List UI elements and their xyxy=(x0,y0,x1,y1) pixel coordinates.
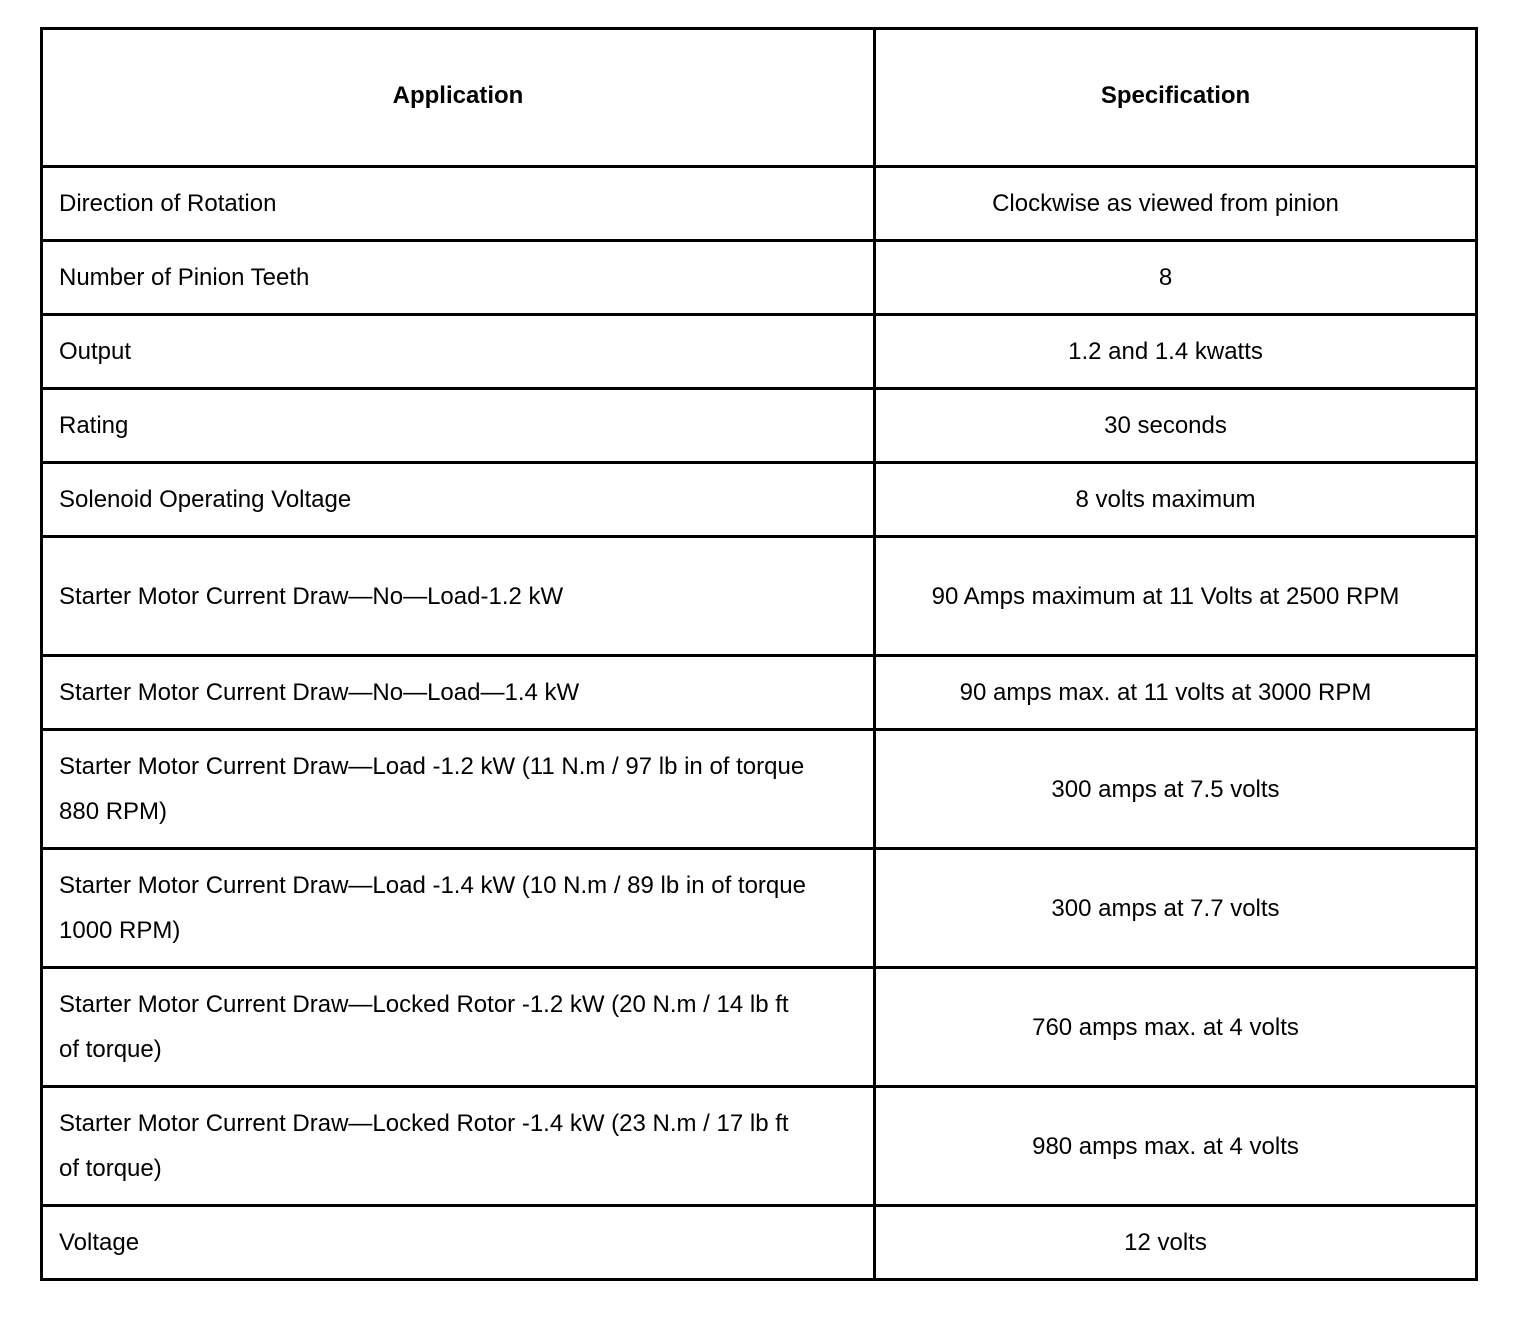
table-row xyxy=(42,537,1477,656)
specification-cell: 300 amps at 7.7 volts xyxy=(875,849,1477,968)
application-cell: Solenoid Operating Voltage xyxy=(42,463,875,537)
specification-cell: 8 volts maximum xyxy=(875,463,1477,537)
table-row xyxy=(42,968,1477,1087)
application-cell: Number of Pinion Teeth xyxy=(42,241,875,315)
table-row xyxy=(42,1087,1477,1206)
application-cell: Starter Motor Current Draw—Load -1.4 kW (10 N.m / 89 lb in of torque 1000 RPM) xyxy=(42,849,875,968)
application-cell: Starter Motor Current Draw—No—Load-1.2 kW xyxy=(42,537,875,656)
specification-cell: 300 amps at 7.5 volts xyxy=(875,730,1477,849)
application-cell: Voltage xyxy=(42,1206,875,1280)
specification-cell: 90 Amps maximum at 11 Volts at 2500 RPM xyxy=(875,537,1477,656)
application-cell: Starter Motor Current Draw—Locked Rotor -1.4 kW (23 N.m / 17 lb ft of torque) xyxy=(42,1087,875,1206)
specification-table xyxy=(40,27,1478,1281)
table-row xyxy=(42,656,1477,730)
table-row xyxy=(42,241,1477,315)
specification-cell: 12 volts xyxy=(875,1206,1477,1280)
application-cell: Rating xyxy=(42,389,875,463)
specification-cell: 760 amps max. at 4 volts xyxy=(875,968,1477,1087)
specification-cell: 90 amps max. at 11 volts at 3000 RPM xyxy=(875,656,1477,730)
table-row xyxy=(42,167,1477,241)
column-header-application: Application xyxy=(42,29,875,167)
specification-cell: 1.2 and 1.4 kwatts xyxy=(875,315,1477,389)
specification-cell: Clockwise as viewed from pinion xyxy=(875,167,1477,241)
table-row xyxy=(42,1206,1477,1280)
specification-cell: 30 seconds xyxy=(875,389,1477,463)
table-header-row xyxy=(42,29,1477,167)
application-cell: Output xyxy=(42,315,875,389)
application-cell: Direction of Rotation xyxy=(42,167,875,241)
table-row xyxy=(42,315,1477,389)
table-row xyxy=(42,463,1477,537)
table-row xyxy=(42,389,1477,463)
table-row xyxy=(42,730,1477,849)
application-cell: Starter Motor Current Draw—No—Load—1.4 kW xyxy=(42,656,875,730)
specification-cell: 8 xyxy=(875,241,1477,315)
specification-cell: 980 amps max. at 4 volts xyxy=(875,1087,1477,1206)
column-header-specification: Specification xyxy=(875,29,1477,167)
table-row xyxy=(42,849,1477,968)
application-cell: Starter Motor Current Draw—Load -1.2 kW (11 N.m / 97 lb in of torque 880 RPM) xyxy=(42,730,875,849)
application-cell: Starter Motor Current Draw—Locked Rotor -1.2 kW (20 N.m / 14 lb ft of torque) xyxy=(42,968,875,1087)
